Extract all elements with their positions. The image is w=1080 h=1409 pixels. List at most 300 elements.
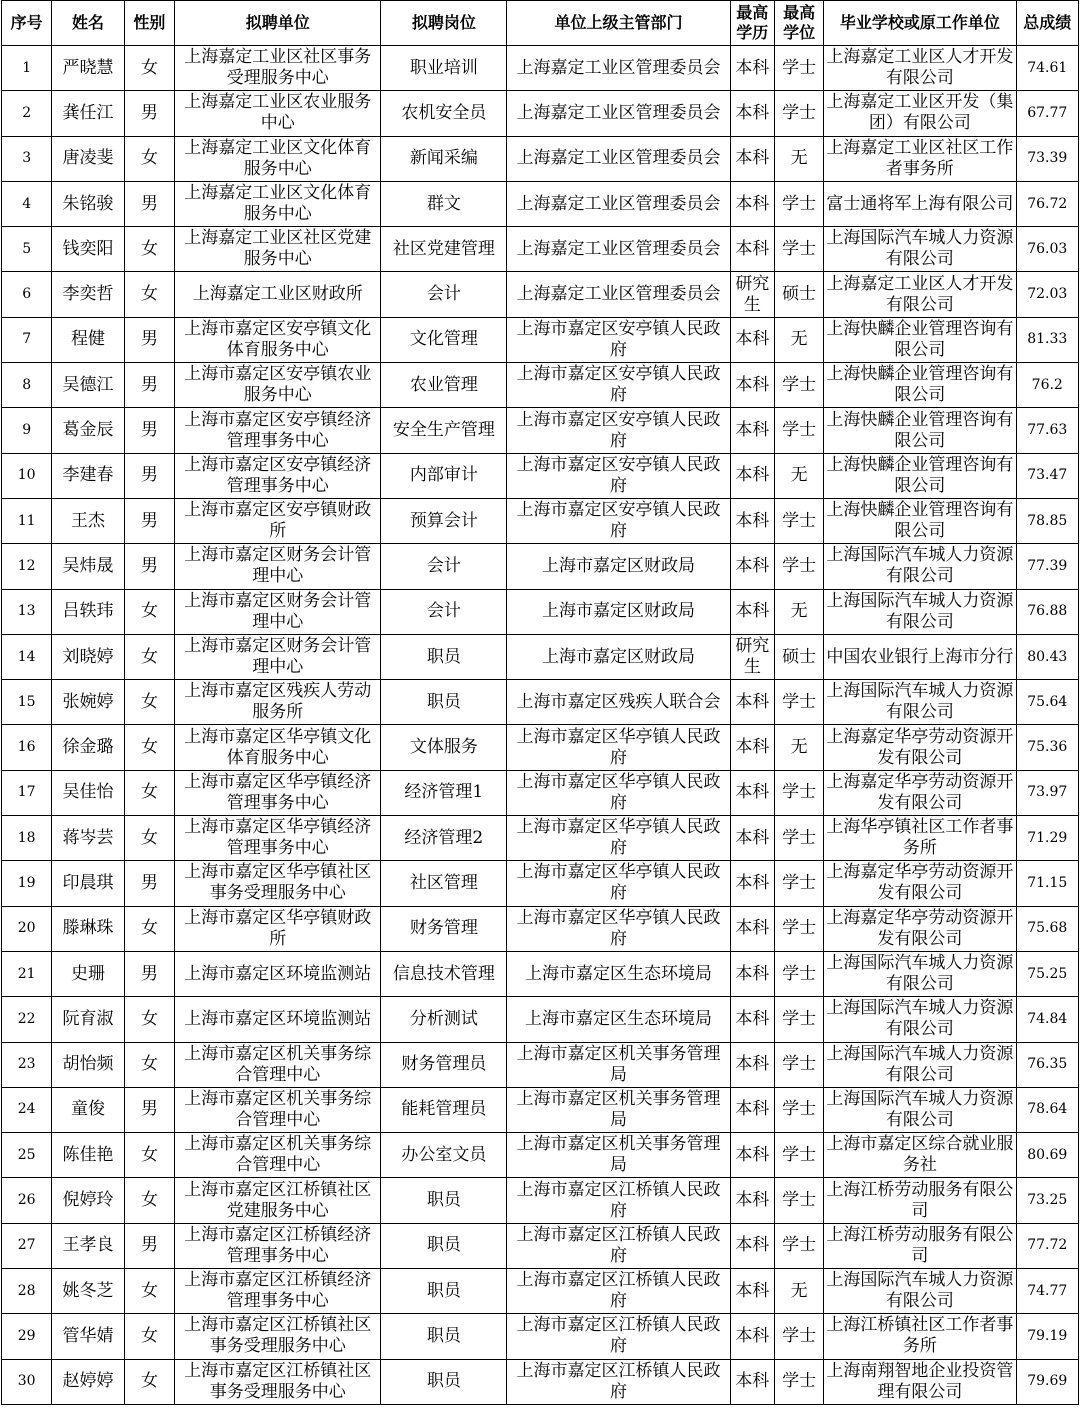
cell-idx: 12 — [2, 544, 52, 589]
table-row — [2, 589, 1079, 634]
cell-gender: 男 — [124, 181, 174, 226]
cell-score: 73.39 — [1016, 136, 1079, 181]
cell-degree: 学士 — [774, 1359, 823, 1404]
cell-score: 76.88 — [1016, 589, 1079, 634]
cell-position: 职员 — [381, 1314, 507, 1359]
cell-score: 75.25 — [1016, 951, 1079, 996]
cell-unit: 上海市嘉定区华亭镇经济管理事务中心 — [175, 816, 381, 861]
cell-school: 上海快麟企业管理咨询有限公司 — [824, 408, 1016, 453]
cell-score: 75.36 — [1016, 725, 1079, 770]
table-row — [2, 816, 1079, 861]
cell-degree: 无 — [774, 725, 823, 770]
header-edu: 最高学历 — [730, 1, 774, 46]
table-row — [2, 363, 1079, 408]
cell-school: 上海嘉定工业区社区工作者事务所 — [824, 136, 1016, 181]
cell-edu: 本科 — [730, 181, 774, 226]
cell-dept: 上海市嘉定区机关事务管理局 — [507, 1042, 730, 1087]
cell-unit: 上海市嘉定区江桥镇社区事务受理服务中心 — [175, 1314, 381, 1359]
cell-name: 陈佳艳 — [52, 1133, 124, 1178]
cell-school: 上海嘉定工业区人才开发有限公司 — [824, 46, 1016, 91]
cell-idx: 11 — [2, 498, 52, 543]
cell-dept: 上海嘉定工业区管理委员会 — [507, 91, 730, 136]
table-row — [2, 408, 1079, 453]
table-row — [2, 1042, 1079, 1087]
cell-edu: 本科 — [730, 408, 774, 453]
cell-gender: 男 — [124, 498, 174, 543]
cell-degree: 无 — [774, 1269, 823, 1314]
cell-name: 龚任江 — [52, 91, 124, 136]
cell-dept: 上海市嘉定区江桥镇人民政府 — [507, 1359, 730, 1404]
cell-edu: 本科 — [730, 1087, 774, 1132]
cell-idx: 3 — [2, 136, 52, 181]
cell-idx: 29 — [2, 1314, 52, 1359]
cell-idx: 22 — [2, 997, 52, 1042]
cell-dept: 上海市嘉定区华亭镇人民政府 — [507, 861, 730, 906]
cell-position: 信息技术管理 — [381, 951, 507, 996]
cell-unit: 上海市嘉定区安亭镇农业服务中心 — [175, 363, 381, 408]
cell-edu: 研究生 — [730, 272, 774, 317]
cell-score: 76.35 — [1016, 1042, 1079, 1087]
cell-dept: 上海市嘉定区安亭镇人民政府 — [507, 363, 730, 408]
cell-degree: 学士 — [774, 91, 823, 136]
cell-edu: 本科 — [730, 680, 774, 725]
cell-unit: 上海市嘉定区机关事务综合管理中心 — [175, 1087, 381, 1132]
header-unit: 拟聘单位 — [175, 1, 381, 46]
cell-unit: 上海市嘉定区机关事务综合管理中心 — [175, 1133, 381, 1178]
cell-name: 吴炜晟 — [52, 544, 124, 589]
cell-degree: 学士 — [774, 951, 823, 996]
cell-position: 会计 — [381, 544, 507, 589]
table-row — [2, 227, 1079, 272]
cell-position: 能耗管理员 — [381, 1087, 507, 1132]
cell-unit: 上海市嘉定区安亭镇经济管理事务中心 — [175, 453, 381, 498]
cell-dept: 上海市嘉定区财政局 — [507, 634, 730, 679]
cell-idx: 16 — [2, 725, 52, 770]
cell-dept: 上海嘉定工业区管理委员会 — [507, 136, 730, 181]
cell-position: 办公室文员 — [381, 1133, 507, 1178]
cell-unit: 上海市嘉定区江桥镇社区党建服务中心 — [175, 1178, 381, 1223]
cell-idx: 18 — [2, 816, 52, 861]
cell-dept: 上海市嘉定区财政局 — [507, 544, 730, 589]
cell-score: 72.03 — [1016, 272, 1079, 317]
cell-gender: 女 — [124, 1178, 174, 1223]
cell-score: 78.85 — [1016, 498, 1079, 543]
table-row — [2, 181, 1079, 226]
cell-score: 74.61 — [1016, 46, 1079, 91]
cell-unit: 上海嘉定工业区农业服务中心 — [175, 91, 381, 136]
cell-idx: 19 — [2, 861, 52, 906]
cell-dept: 上海市嘉定区江桥镇人民政府 — [507, 1314, 730, 1359]
cell-degree: 学士 — [774, 770, 823, 815]
table-row — [2, 770, 1079, 815]
cell-school: 上海江桥镇社区工作者事务所 — [824, 1314, 1016, 1359]
cell-name: 吕轶玮 — [52, 589, 124, 634]
cell-score: 80.69 — [1016, 1133, 1079, 1178]
cell-school: 上海国际汽车城人力资源有限公司 — [824, 589, 1016, 634]
cell-edu: 本科 — [730, 453, 774, 498]
cell-gender: 女 — [124, 136, 174, 181]
cell-dept: 上海嘉定工业区管理委员会 — [507, 272, 730, 317]
table-row — [2, 680, 1079, 725]
cell-score: 76.72 — [1016, 181, 1079, 226]
cell-gender: 男 — [124, 453, 174, 498]
cell-score: 73.97 — [1016, 770, 1079, 815]
cell-dept: 上海市嘉定区机关事务管理局 — [507, 1087, 730, 1132]
cell-school: 上海华亭镇社区工作者事务所 — [824, 816, 1016, 861]
cell-unit: 上海市嘉定区安亭镇财政所 — [175, 498, 381, 543]
cell-position: 社区管理 — [381, 861, 507, 906]
cell-degree: 学士 — [774, 181, 823, 226]
cell-score: 73.47 — [1016, 453, 1079, 498]
cell-school: 上海国际汽车城人力资源有限公司 — [824, 680, 1016, 725]
cell-score: 81.33 — [1016, 317, 1079, 362]
table-row — [2, 317, 1079, 362]
cell-degree: 学士 — [774, 1042, 823, 1087]
header-position: 拟聘岗位 — [381, 1, 507, 46]
table-row — [2, 861, 1079, 906]
cell-edu: 本科 — [730, 951, 774, 996]
cell-school: 上海快麟企业管理咨询有限公司 — [824, 498, 1016, 543]
cell-score: 79.69 — [1016, 1359, 1079, 1404]
cell-school: 上海国际汽车城人力资源有限公司 — [824, 997, 1016, 1042]
header-score: 总成绩 — [1016, 1, 1079, 46]
cell-idx: 30 — [2, 1359, 52, 1404]
cell-edu: 本科 — [730, 1359, 774, 1404]
cell-gender: 男 — [124, 317, 174, 362]
cell-unit: 上海嘉定工业区财政所 — [175, 272, 381, 317]
cell-unit: 上海市嘉定区环境监测站 — [175, 951, 381, 996]
cell-dept: 上海市嘉定区残疾人联合会 — [507, 680, 730, 725]
cell-idx: 26 — [2, 1178, 52, 1223]
cell-position: 职员 — [381, 634, 507, 679]
cell-idx: 6 — [2, 272, 52, 317]
cell-position: 会计 — [381, 589, 507, 634]
cell-school: 上海国际汽车城人力资源有限公司 — [824, 1269, 1016, 1314]
cell-score: 71.15 — [1016, 861, 1079, 906]
cell-degree: 无 — [774, 136, 823, 181]
cell-dept: 上海市嘉定区江桥镇人民政府 — [507, 1178, 730, 1223]
cell-gender: 女 — [124, 634, 174, 679]
cell-edu: 本科 — [730, 1178, 774, 1223]
cell-name: 徐金璐 — [52, 725, 124, 770]
cell-position: 职业培训 — [381, 46, 507, 91]
cell-position: 社区党建管理 — [381, 227, 507, 272]
cell-unit: 上海嘉定工业区社区党建服务中心 — [175, 227, 381, 272]
cell-score: 77.63 — [1016, 408, 1079, 453]
cell-edu: 本科 — [730, 997, 774, 1042]
table-row — [2, 1178, 1079, 1223]
cell-idx: 7 — [2, 317, 52, 362]
table-row — [2, 725, 1079, 770]
cell-name: 史珊 — [52, 951, 124, 996]
cell-score: 75.64 — [1016, 680, 1079, 725]
cell-position: 职员 — [381, 1178, 507, 1223]
cell-school: 上海国际汽车城人力资源有限公司 — [824, 227, 1016, 272]
cell-score: 76.03 — [1016, 227, 1079, 272]
cell-gender: 女 — [124, 770, 174, 815]
cell-dept: 上海市嘉定区江桥镇人民政府 — [507, 1269, 730, 1314]
cell-degree: 学士 — [774, 997, 823, 1042]
cell-idx: 17 — [2, 770, 52, 815]
cell-idx: 2 — [2, 91, 52, 136]
cell-gender: 男 — [124, 544, 174, 589]
cell-degree: 学士 — [774, 861, 823, 906]
cell-school: 上海南翔智地企业投资管理有限公司 — [824, 1359, 1016, 1404]
cell-degree: 学士 — [774, 1314, 823, 1359]
cell-gender: 女 — [124, 46, 174, 91]
cell-idx: 15 — [2, 680, 52, 725]
cell-unit: 上海市嘉定区江桥镇经济管理事务中心 — [175, 1269, 381, 1314]
cell-position: 分析测试 — [381, 997, 507, 1042]
cell-unit: 上海市嘉定区残疾人劳动服务所 — [175, 680, 381, 725]
cell-edu: 本科 — [730, 317, 774, 362]
cell-score: 78.64 — [1016, 1087, 1079, 1132]
cell-unit: 上海嘉定工业区文化体育服务中心 — [175, 181, 381, 226]
cell-unit: 上海市嘉定区安亭镇文化体育服务中心 — [175, 317, 381, 362]
cell-dept: 上海嘉定工业区管理委员会 — [507, 227, 730, 272]
cell-edu: 本科 — [730, 136, 774, 181]
cell-school: 上海江桥劳动服务有限公司 — [824, 1178, 1016, 1223]
cell-school: 富士通将军上海有限公司 — [824, 181, 1016, 226]
cell-gender: 男 — [124, 951, 174, 996]
cell-position: 新闻采编 — [381, 136, 507, 181]
cell-position: 职员 — [381, 680, 507, 725]
cell-name: 吴佳怡 — [52, 770, 124, 815]
header-name: 姓名 — [52, 1, 124, 46]
cell-gender: 女 — [124, 1133, 174, 1178]
cell-position: 安全生产管理 — [381, 408, 507, 453]
cell-degree: 学士 — [774, 498, 823, 543]
cell-position: 职员 — [381, 1223, 507, 1268]
cell-position: 农机安全员 — [381, 91, 507, 136]
cell-degree: 学士 — [774, 1178, 823, 1223]
cell-gender: 女 — [124, 227, 174, 272]
cell-edu: 本科 — [730, 861, 774, 906]
cell-position: 内部审计 — [381, 453, 507, 498]
cell-degree: 学士 — [774, 1133, 823, 1178]
cell-degree: 学士 — [774, 363, 823, 408]
cell-degree: 学士 — [774, 816, 823, 861]
cell-name: 李奕哲 — [52, 272, 124, 317]
cell-dept: 上海市嘉定区机关事务管理局 — [507, 1133, 730, 1178]
cell-position: 财务管理 — [381, 906, 507, 951]
cell-name: 吴德江 — [52, 363, 124, 408]
cell-idx: 27 — [2, 1223, 52, 1268]
cell-gender: 男 — [124, 861, 174, 906]
header-idx: 序号 — [2, 1, 52, 46]
cell-position: 经济管理2 — [381, 816, 507, 861]
cell-score: 74.77 — [1016, 1269, 1079, 1314]
table-body — [2, 46, 1079, 1405]
header-degree: 最高学位 — [774, 1, 823, 46]
cell-degree: 学士 — [774, 906, 823, 951]
cell-edu: 本科 — [730, 1269, 774, 1314]
cell-gender: 男 — [124, 1223, 174, 1268]
cell-edu: 本科 — [730, 1042, 774, 1087]
table-row — [2, 634, 1079, 679]
cell-gender: 男 — [124, 408, 174, 453]
cell-idx: 13 — [2, 589, 52, 634]
cell-edu: 本科 — [730, 1314, 774, 1359]
cell-dept: 上海市嘉定区安亭镇人民政府 — [507, 453, 730, 498]
cell-dept: 上海市嘉定区生态环境局 — [507, 997, 730, 1042]
cell-edu: 本科 — [730, 363, 774, 408]
table-row — [2, 1314, 1079, 1359]
cell-score: 76.2 — [1016, 363, 1079, 408]
cell-position: 会计 — [381, 272, 507, 317]
cell-idx: 14 — [2, 634, 52, 679]
cell-dept: 上海市嘉定区生态环境局 — [507, 951, 730, 996]
cell-score: 67.77 — [1016, 91, 1079, 136]
cell-unit: 上海嘉定工业区社区事务受理服务中心 — [175, 46, 381, 91]
cell-idx: 10 — [2, 453, 52, 498]
cell-school: 上海江桥劳动服务有限公司 — [824, 1223, 1016, 1268]
cell-gender: 女 — [124, 1359, 174, 1404]
cell-dept: 上海市嘉定区财政局 — [507, 589, 730, 634]
cell-degree: 硕士 — [774, 272, 823, 317]
table-row — [2, 544, 1079, 589]
cell-school: 中国农业银行上海市分行 — [824, 634, 1016, 679]
cell-school: 上海嘉定华亭劳动资源开发有限公司 — [824, 906, 1016, 951]
cell-idx: 5 — [2, 227, 52, 272]
cell-name: 胡怡频 — [52, 1042, 124, 1087]
cell-school: 上海嘉定华亭劳动资源开发有限公司 — [824, 725, 1016, 770]
cell-degree: 硕士 — [774, 634, 823, 679]
cell-score: 73.25 — [1016, 1178, 1079, 1223]
cell-edu: 本科 — [730, 589, 774, 634]
cell-dept: 上海嘉定工业区管理委员会 — [507, 181, 730, 226]
cell-score: 71.29 — [1016, 816, 1079, 861]
cell-idx: 28 — [2, 1269, 52, 1314]
cell-dept: 上海市嘉定区华亭镇人民政府 — [507, 906, 730, 951]
cell-edu: 本科 — [730, 498, 774, 543]
cell-name: 刘晓婷 — [52, 634, 124, 679]
cell-school: 上海嘉定华亭劳动资源开发有限公司 — [824, 861, 1016, 906]
cell-degree: 无 — [774, 453, 823, 498]
cell-school: 上海快麟企业管理咨询有限公司 — [824, 453, 1016, 498]
table-row — [2, 453, 1079, 498]
cell-gender: 男 — [124, 1087, 174, 1132]
cell-score: 79.19 — [1016, 1314, 1079, 1359]
cell-position: 文化管理 — [381, 317, 507, 362]
cell-school: 上海嘉定华亭劳动资源开发有限公司 — [824, 770, 1016, 815]
cell-gender: 女 — [124, 816, 174, 861]
cell-school: 上海市嘉定区综合就业服务社 — [824, 1133, 1016, 1178]
cell-unit: 上海市嘉定区财务会计管理中心 — [175, 634, 381, 679]
cell-idx: 25 — [2, 1133, 52, 1178]
cell-dept: 上海市嘉定区安亭镇人民政府 — [507, 317, 730, 362]
cell-position: 职员 — [381, 1269, 507, 1314]
cell-position: 财务管理员 — [381, 1042, 507, 1087]
cell-gender: 女 — [124, 272, 174, 317]
cell-school: 上海国际汽车城人力资源有限公司 — [824, 544, 1016, 589]
cell-school: 上海国际汽车城人力资源有限公司 — [824, 1087, 1016, 1132]
cell-dept: 上海市嘉定区江桥镇人民政府 — [507, 1223, 730, 1268]
cell-name: 王杰 — [52, 498, 124, 543]
cell-degree: 学士 — [774, 680, 823, 725]
table-row — [2, 1223, 1079, 1268]
header-dept: 单位上级主管部门 — [507, 1, 730, 46]
cell-edu: 本科 — [730, 544, 774, 589]
cell-name: 葛金辰 — [52, 408, 124, 453]
cell-gender: 女 — [124, 680, 174, 725]
cell-school: 上海快麟企业管理咨询有限公司 — [824, 363, 1016, 408]
cell-edu: 本科 — [730, 91, 774, 136]
cell-unit: 上海嘉定工业区文化体育服务中心 — [175, 136, 381, 181]
cell-degree: 无 — [774, 589, 823, 634]
table-header-row — [2, 1, 1079, 46]
cell-edu: 本科 — [730, 46, 774, 91]
cell-idx: 21 — [2, 951, 52, 996]
cell-dept: 上海市嘉定区华亭镇人民政府 — [507, 816, 730, 861]
cell-unit: 上海市嘉定区机关事务综合管理中心 — [175, 1042, 381, 1087]
cell-name: 李建春 — [52, 453, 124, 498]
cell-edu: 本科 — [730, 227, 774, 272]
table-row — [2, 136, 1079, 181]
cell-school: 上海嘉定工业区开发（集团）有限公司 — [824, 91, 1016, 136]
cell-position: 文体服务 — [381, 725, 507, 770]
cell-gender: 男 — [124, 363, 174, 408]
cell-school: 上海嘉定工业区人才开发有限公司 — [824, 272, 1016, 317]
cell-name: 程健 — [52, 317, 124, 362]
cell-name: 倪婷玲 — [52, 1178, 124, 1223]
cell-score: 74.84 — [1016, 997, 1079, 1042]
cell-degree: 学士 — [774, 46, 823, 91]
cell-edu: 本科 — [730, 816, 774, 861]
table-row — [2, 1269, 1079, 1314]
cell-unit: 上海市嘉定区华亭镇社区事务受理服务中心 — [175, 861, 381, 906]
cell-gender: 女 — [124, 1042, 174, 1087]
cell-name: 张婉婷 — [52, 680, 124, 725]
cell-score: 75.68 — [1016, 906, 1079, 951]
table-row — [2, 951, 1079, 996]
cell-degree: 无 — [774, 317, 823, 362]
cell-name: 赵婷婷 — [52, 1359, 124, 1404]
cell-name: 印晨琪 — [52, 861, 124, 906]
cell-dept: 上海市嘉定区安亭镇人民政府 — [507, 408, 730, 453]
cell-gender: 女 — [124, 589, 174, 634]
cell-name: 童俊 — [52, 1087, 124, 1132]
cell-unit: 上海市嘉定区财务会计管理中心 — [175, 589, 381, 634]
cell-unit: 上海市嘉定区安亭镇经济管理事务中心 — [175, 408, 381, 453]
hiring-results-table — [1, 0, 1079, 1405]
table-row — [2, 498, 1079, 543]
cell-name: 滕琳珠 — [52, 906, 124, 951]
cell-gender: 女 — [124, 1314, 174, 1359]
cell-degree: 学士 — [774, 544, 823, 589]
cell-unit: 上海市嘉定区华亭镇财政所 — [175, 906, 381, 951]
cell-idx: 9 — [2, 408, 52, 453]
cell-edu: 本科 — [730, 770, 774, 815]
cell-degree: 学士 — [774, 1087, 823, 1132]
cell-dept: 上海市嘉定区华亭镇人民政府 — [507, 770, 730, 815]
table-row — [2, 906, 1079, 951]
cell-gender: 女 — [124, 725, 174, 770]
cell-idx: 23 — [2, 1042, 52, 1087]
cell-score: 80.43 — [1016, 634, 1079, 679]
cell-unit: 上海市嘉定区环境监测站 — [175, 997, 381, 1042]
cell-name: 钱奕阳 — [52, 227, 124, 272]
cell-name: 朱铭骏 — [52, 181, 124, 226]
cell-score: 77.72 — [1016, 1223, 1079, 1268]
cell-score: 77.39 — [1016, 544, 1079, 589]
cell-name: 王孝良 — [52, 1223, 124, 1268]
cell-edu: 本科 — [730, 906, 774, 951]
cell-degree: 学士 — [774, 227, 823, 272]
cell-name: 管华婧 — [52, 1314, 124, 1359]
table-row — [2, 46, 1079, 91]
cell-name: 姚冬芝 — [52, 1269, 124, 1314]
